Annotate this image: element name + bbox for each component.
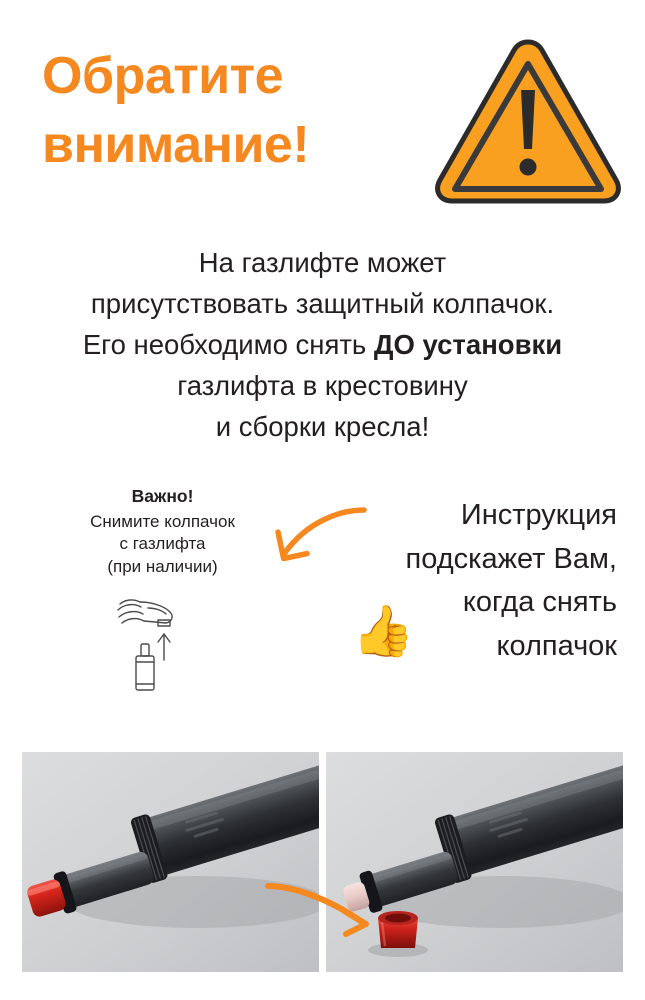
instruction-line-2: подскажет Вам, xyxy=(405,542,617,575)
instruction-line-3: когда снять xyxy=(462,586,617,618)
warning-triangle-exclamation-icon xyxy=(433,34,623,209)
paragraph-line-1: На газлифте может xyxy=(198,247,447,278)
note-title: Важно! xyxy=(131,486,194,506)
paragraph-line-3-normal: Его необходимо снять xyxy=(82,328,374,360)
headline-line-2: внимание! xyxy=(42,115,310,174)
note-line-3: (при наличии) xyxy=(107,556,218,576)
instruction-line-4: колпачок xyxy=(496,629,617,662)
important-note xyxy=(55,486,270,578)
curved-arrow-right-icon xyxy=(262,880,382,942)
hand-removing-cap-from-gas-lift-illustration xyxy=(108,590,218,700)
paragraph-line-4: газлифта в крестовину xyxy=(177,369,468,401)
thumbs-up-icon: 👍 xyxy=(352,603,415,659)
note-line-1: Снимите колпачок xyxy=(90,512,235,531)
paragraph-line-3-bold: ДО установки xyxy=(373,328,563,360)
note-line-2: с газлифта xyxy=(119,534,206,554)
page-title xyxy=(42,42,462,179)
headline-line-1: Обратите xyxy=(42,47,284,105)
paragraph-line-5: и сборки кресла! xyxy=(215,410,430,442)
middle-section xyxy=(0,480,645,730)
paragraph-line-2: присутствовать защитный колпачок. xyxy=(90,287,555,319)
paragraph-line-3 xyxy=(0,325,645,366)
header xyxy=(0,34,645,224)
instruction-line-1: Инструкция xyxy=(460,499,617,531)
main-paragraph xyxy=(0,243,645,448)
